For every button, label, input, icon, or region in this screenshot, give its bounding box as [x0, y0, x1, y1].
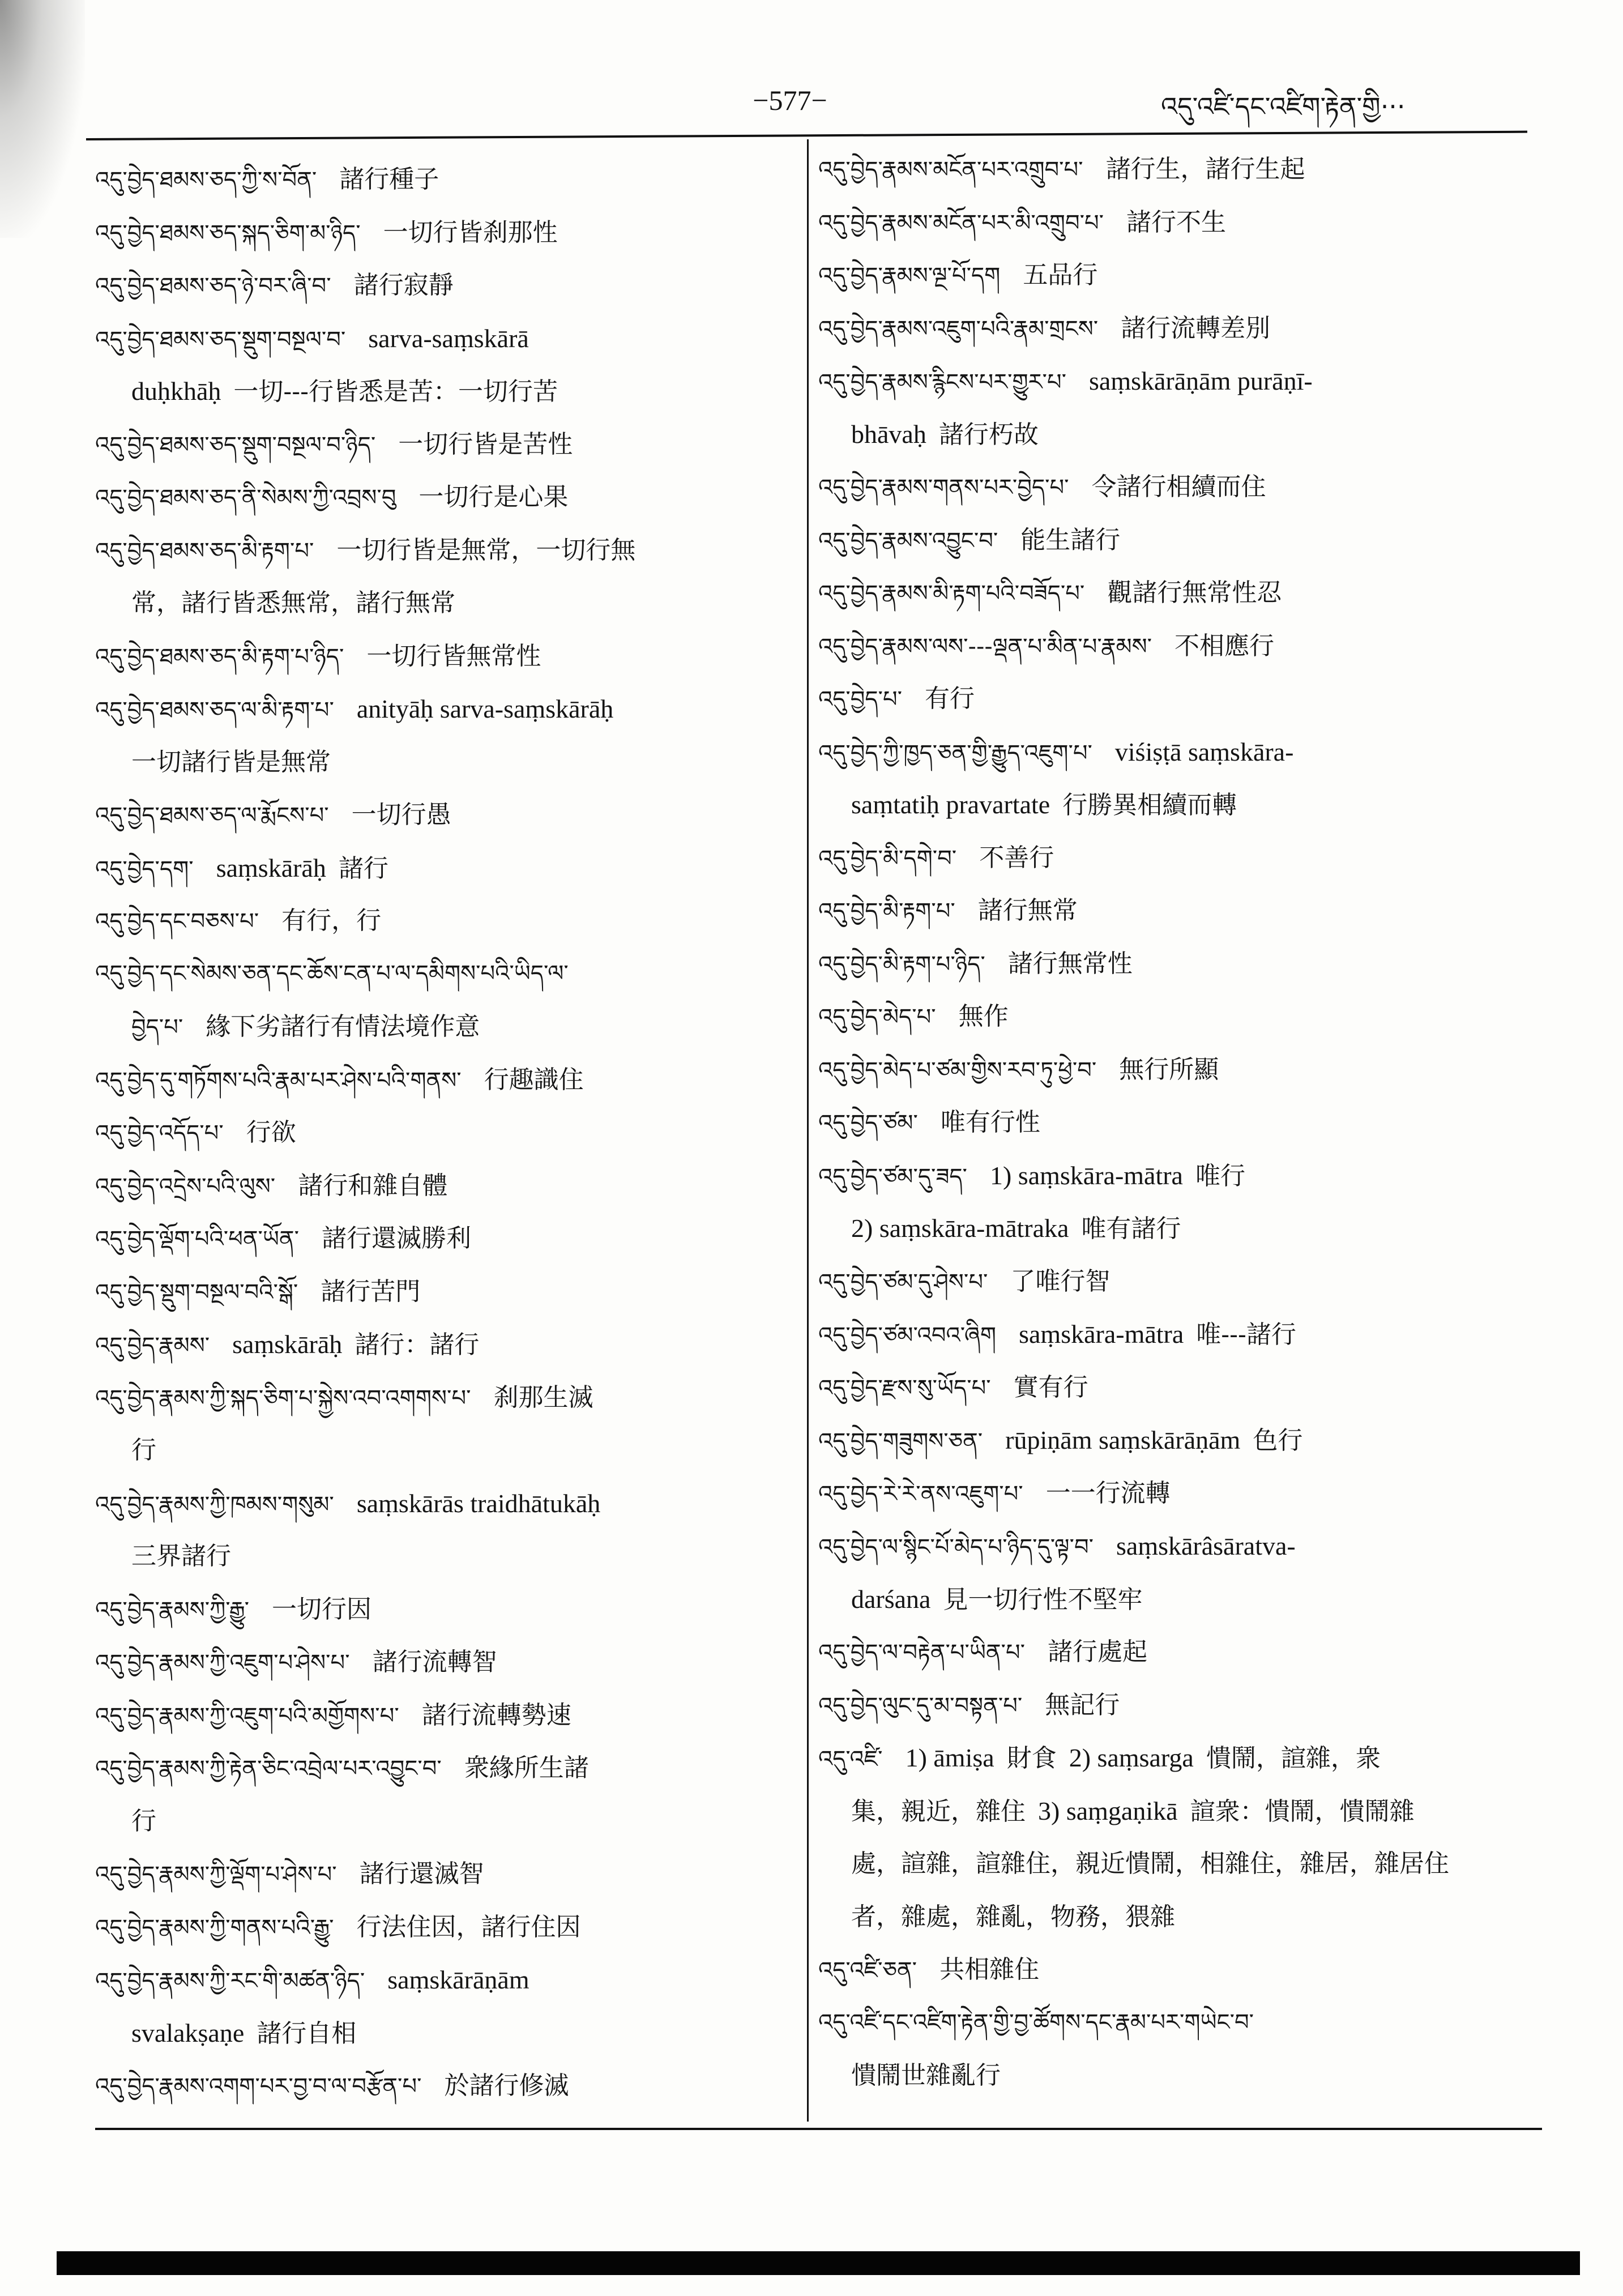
sanskrit-term: 2) saṃskāra-mātraka — [851, 1214, 1069, 1243]
tibetan-term: འདུ་བྱེད་མི་རྟག་པ་ཉིད་ — [818, 951, 985, 978]
tibetan-term: འདུ་བྱེད་ཐམས་ཅད་ལ་མི་རྟག་པ་ — [95, 697, 334, 723]
entry-first-line — [818, 990, 1529, 1043]
dictionary-entry — [818, 460, 1529, 514]
tibetan-term: བྱེད་པ་ — [131, 1014, 183, 1040]
tibetan-term: འདུ་བྱེད་མེད་པ་ཙམ་གྱིས་རབ་ཏུ་ཕྱེ་བ་ — [818, 1057, 1097, 1083]
dictionary-entry — [95, 894, 798, 948]
chinese-gloss: 憒鬧，諠雜，衆 — [1206, 1744, 1381, 1773]
dictionary-entry — [95, 312, 798, 418]
dictionary-entry — [95, 948, 798, 1053]
tibetan-term: འདུ་བྱེད་དག་ — [95, 856, 194, 882]
tibetan-term: འདུ་འཛི་ཅན་ — [818, 1957, 917, 1983]
dictionary-entry — [818, 1943, 1529, 1996]
chinese-gloss: 衆緣所生諸 — [464, 1753, 589, 1782]
dictionary-entry — [95, 1847, 798, 1901]
entry-continuation-line — [95, 577, 798, 630]
dictionary-entry — [818, 355, 1529, 460]
tibetan-term: འདུ་བྱེད་ལུང་དུ་མ་བསྟན་པ་ — [818, 1692, 1023, 1719]
chinese-gloss: 諸行 — [338, 853, 388, 883]
tibetan-term: འདུ་བྱེད་ཀྱི་ཁྱད་ཅན་གྱི་རྒྱུད་འཇུག་པ་ — [818, 740, 1092, 766]
dictionary-entry — [818, 1467, 1529, 1520]
dictionary-entry — [818, 1308, 1529, 1361]
entry-first-line — [818, 355, 1529, 408]
entry-first-line — [818, 1096, 1529, 1149]
tibetan-term: འདུ་བྱེད་ཐམས་ཅད་སྐད་ཅིག་མ་ཉིད་ — [95, 220, 361, 246]
scan-bottom-bar — [57, 2251, 1580, 2275]
entry-first-line — [95, 630, 798, 683]
chinese-gloss: 刹那生滅 — [493, 1382, 593, 1412]
tibetan-term: འདུ་བྱེད་མི་དགེ་བ་ — [818, 845, 957, 872]
chinese-gloss: 諸行流轉勢速 — [421, 1700, 571, 1730]
tibetan-term: འདུ་བྱེད་རྣམས་ཀྱི་རང་གི་མཚན་ཉིད་ — [95, 1968, 365, 1994]
tibetan-term: འདུ་བྱེད་དུ་གཏོགས་པའི་རྣམ་པར་ཤེས་པའི་གནས་ — [95, 1067, 462, 1094]
tibetan-term: འདུ་བྱེད་རྣམས་ལྔ་པོ་དག — [818, 263, 1001, 289]
entry-first-line — [95, 2059, 798, 2113]
tibetan-term: འདུ་བྱེད་ཐམས་ཅད་སྡུག་བསྔལ་བ་ — [95, 326, 346, 353]
dictionary-entry — [95, 206, 798, 259]
chinese-gloss: 諸行朽故 — [938, 420, 1039, 449]
chinese-gloss: 能生諸行 — [1020, 525, 1121, 554]
chinese-gloss: 有行，行 — [281, 906, 382, 935]
dictionary-entry — [818, 1043, 1529, 1096]
sanskrit-term: 3) saṃgaṇikā — [1038, 1796, 1178, 1825]
dictionary-entry — [95, 1371, 798, 1477]
chinese-gloss: 諸行流轉差別 — [1121, 313, 1271, 343]
chinese-gloss: 諸行無常 — [977, 896, 1078, 925]
tibetan-term: འདུ་བྱེད་ཙམ་འབའ་ཞིག — [818, 1322, 997, 1348]
chinese-gloss: 唯---諸行 — [1196, 1320, 1296, 1349]
dictionary-entry — [95, 259, 798, 312]
dictionary-entry — [818, 831, 1529, 885]
chinese-gloss: 無記行 — [1045, 1690, 1120, 1719]
tibetan-term: འདུ་བྱེད་འདྲེས་པའི་ལུས་ — [95, 1173, 276, 1200]
dictionary-entry — [818, 725, 1529, 831]
dictionary-entry — [95, 524, 798, 630]
tibetan-term: འདུ་བྱེད་རྣམས་ཀྱི་སྐད་ཅིག་པ་སྐྱེས་འབ་འགགས་པ་ — [95, 1385, 471, 1411]
dictionary-entry — [95, 153, 798, 206]
entry-first-line — [818, 1255, 1529, 1308]
sanskrit-term: saṃskārāḥ — [216, 853, 326, 882]
tibetan-term: འདུ་བྱེད་རྣམས་འགག་པར་བྱ་བ་ལ་བརྩོན་པ་ — [95, 2073, 422, 2099]
sanskrit-term: saṃskāra-mātra — [1019, 1320, 1184, 1348]
entry-first-line — [95, 153, 798, 206]
sanskrit-term: saṃskārâsāratva- — [1116, 1531, 1296, 1560]
dictionary-entry — [95, 1053, 798, 1107]
entry-first-line — [95, 1318, 798, 1371]
tibetan-term: འདུ་བྱེད་པ་ — [818, 686, 902, 712]
dictionary-entry — [818, 1520, 1529, 1625]
entry-first-line — [95, 842, 798, 895]
chinese-gloss: 諸行寂靜 — [353, 271, 454, 300]
tibetan-term: འདུ་བྱེད་རྣམས་འབྱུང་བ་ — [818, 527, 998, 554]
chinese-gloss: 一切行是心果 — [418, 483, 569, 511]
entry-continuation-line — [818, 1837, 1529, 1890]
dictionary-entry — [818, 1255, 1529, 1308]
dictionary-entry — [95, 682, 798, 788]
chinese-gloss: 無作 — [958, 1002, 1009, 1031]
scan-artifact — [0, 0, 85, 238]
chinese-gloss: 一切行因 — [272, 1594, 372, 1624]
left-column — [95, 153, 798, 2113]
tibetan-term: འདུ་བྱེད་ཐམས་ཅད་མི་རྟག་པ་ — [95, 537, 314, 564]
entry-continuation-line — [818, 1202, 1529, 1255]
dictionary-entry — [818, 1625, 1529, 1679]
chinese-gloss: 諸行苦門 — [321, 1277, 421, 1306]
entry-continuation-line — [95, 2007, 798, 2060]
chinese-gloss: 唯有行性 — [940, 1108, 1040, 1137]
entry-first-line — [95, 1583, 798, 1636]
tibetan-term: འདུ་འཛི་དང་འཛིག་རྟེན་གྱི་བྱ་ཚོགས་དང་རྣམ་པར་གཡེང་བ་ — [818, 2009, 1254, 2035]
chinese-gloss: 唯有諸行 — [1081, 1214, 1181, 1243]
chinese-gloss: 諸行流轉智 — [372, 1648, 497, 1676]
dictionary-entry — [818, 884, 1529, 937]
tibetan-term: འདུ་བྱེད་རྣམས་རྙིངས་པར་གྱུར་པ་ — [818, 369, 1066, 395]
chinese-gloss: 令諸行相續而住 — [1091, 472, 1266, 501]
chinese-gloss: 諸行無常性 — [1007, 949, 1133, 978]
entry-first-line — [818, 620, 1529, 673]
entry-first-line — [818, 1943, 1529, 1996]
dictionary-entry — [95, 1159, 798, 1213]
dictionary-entry — [818, 1731, 1529, 1943]
chinese-gloss: 諸行和雜自體 — [298, 1171, 448, 1200]
chinese-gloss: 者，雜處，雜亂，物務，猥雜 — [851, 1902, 1175, 1931]
tibetan-term: འདུ་བྱེད་དང་སེམས་ཅན་དང་ཆོས་ངན་པ་ལ་དམིགས་པའི་ཡིད་ལ་ — [95, 960, 569, 987]
entry-first-line — [95, 1053, 798, 1107]
chinese-gloss: 唯行 — [1195, 1161, 1245, 1190]
tibetan-term: འདུ་བྱེད་རྣམས་ཀྱི་གནས་པའི་རྒྱུ་ — [95, 1914, 334, 1941]
tibetan-term: འདུ་བྱེད་རྣམས་ — [95, 1333, 210, 1359]
chinese-gloss: 一切行愚 — [351, 800, 451, 829]
tibetan-term: འདུ་བྱེད་ཐམས་ཅད་ཀྱི་ས་བོན་ — [95, 167, 317, 193]
dictionary-entry — [95, 418, 798, 471]
entry-first-line — [95, 1901, 798, 1954]
tibetan-term: འདུ་བྱེད་རྣམས་མངོན་པར་འགྲུབ་པ་ — [818, 157, 1083, 183]
entry-first-line — [818, 1414, 1529, 1467]
entry-first-line — [95, 471, 798, 524]
chinese-gloss: 集，親近，雜住 — [851, 1796, 1026, 1826]
entry-first-line — [818, 1149, 1529, 1202]
chinese-gloss: 有行 — [925, 684, 975, 713]
entry-first-line — [818, 249, 1529, 302]
tibetan-term: འདུ་བྱེད་ཙམ་དུ་ཟད་ — [818, 1163, 967, 1190]
dictionary-entry — [95, 1583, 798, 1636]
chinese-gloss: 共相雜住 — [939, 1955, 1040, 1984]
entry-continuation-line — [95, 1530, 798, 1583]
dictionary-entry — [95, 1689, 798, 1742]
chinese-gloss: 諸行：諸行 — [355, 1330, 480, 1359]
sanskrit-term: bhāvaḥ — [851, 419, 926, 449]
tibetan-term: འདུ་བྱེད་མི་རྟག་པ་ — [818, 898, 955, 924]
dictionary-entry — [95, 1212, 798, 1265]
dictionary-entry — [818, 1361, 1529, 1414]
entry-first-line — [95, 894, 798, 948]
sanskrit-term: sarva-saṃskārā — [368, 323, 529, 353]
tibetan-term: འདུ་བྱེད་མེད་པ་ — [818, 1004, 936, 1030]
chinese-gloss: 諸行生，諸行生起 — [1105, 155, 1305, 183]
tibetan-term: འདུ་བྱེད་རེ་རེ་ནས་འཇུག་པ་ — [818, 1480, 1023, 1507]
tibetan-term: འདུ་བྱེད་རྫས་སུ་ཡོད་པ་ — [818, 1375, 991, 1401]
entry-continuation-line — [818, 778, 1529, 831]
dictionary-entry — [95, 1742, 798, 1847]
entry-first-line — [95, 1953, 798, 2007]
entry-first-line — [818, 1361, 1529, 1414]
tibetan-term: འདུ་བྱེད་རྣམས་ཀྱི་རྒྱུ་ — [95, 1597, 250, 1623]
entry-first-line — [818, 1731, 1529, 1785]
entry-first-line — [818, 1679, 1529, 1732]
entry-continuation-line — [95, 736, 798, 789]
chinese-gloss: 觀諸行無常性忍 — [1107, 578, 1282, 607]
entry-first-line — [95, 682, 798, 736]
chinese-gloss: 財食 — [1006, 1744, 1057, 1773]
dictionary-entry — [95, 630, 798, 683]
tibetan-term: འདུ་བྱེད་རྣམས་གནས་པར་བྱེད་པ་ — [818, 475, 1069, 501]
entry-first-line — [95, 312, 798, 365]
dictionary-entry — [818, 990, 1529, 1043]
tibetan-term: འདུ་བྱེད་རྣམས་ཀྱི་རྟེན་ཅིང་འབྲེལ་པར་འབྱུང་བ་ — [95, 1756, 442, 1782]
chinese-gloss: 處，諠雜，諠雜住，親近憒鬧，相雜住，雜居，雜居住 — [851, 1849, 1449, 1878]
chinese-gloss: 一切行皆是苦性 — [398, 429, 573, 459]
entry-first-line — [95, 1371, 798, 1424]
chinese-gloss: 了唯行智 — [1010, 1266, 1111, 1296]
entry-first-line — [818, 1467, 1529, 1520]
tibetan-term: འདུ་བྱེད་ཙམ་དུ་ཤེས་པ་ — [818, 1269, 988, 1295]
entry-first-line — [95, 1265, 798, 1318]
entry-first-line — [95, 524, 798, 577]
chinese-gloss: 行 — [131, 1436, 156, 1465]
dictionary-entry — [818, 937, 1529, 991]
dictionary-entry — [818, 1149, 1529, 1255]
entry-first-line — [818, 1308, 1529, 1361]
dictionary-entry — [95, 1106, 798, 1159]
chinese-gloss: 諸行種子 — [339, 165, 439, 194]
entry-first-line — [95, 418, 798, 471]
chinese-gloss: 不善行 — [979, 843, 1054, 872]
dictionary-entry — [95, 1318, 798, 1371]
entry-continuation-line — [818, 408, 1529, 461]
entry-first-line — [95, 1636, 798, 1689]
dictionary-entry — [818, 566, 1529, 620]
entry-continuation-line — [818, 2049, 1529, 2102]
entry-continuation-line — [95, 1424, 798, 1477]
chinese-gloss: 無行所顯 — [1119, 1055, 1219, 1084]
entry-first-line — [818, 302, 1529, 355]
sanskrit-term: svalakṣaṇe — [131, 2018, 245, 2047]
tibetan-term: འདུ་འཛི་ — [818, 1746, 883, 1772]
tibetan-term: འདུ་བྱེད་འདོད་པ་ — [95, 1120, 224, 1146]
sanskrit-term: 1) saṃskāra-mātra — [989, 1160, 1183, 1190]
entry-continuation-line — [95, 365, 798, 418]
sanskrit-term: saṃskārāḥ — [232, 1330, 343, 1359]
entry-first-line — [95, 1106, 798, 1159]
chinese-gloss: 常，諸行皆悉無常，諸行無常 — [131, 588, 455, 617]
entry-first-line — [818, 196, 1529, 249]
entry-first-line — [95, 206, 798, 259]
entry-first-line — [818, 143, 1529, 196]
footer-rule — [95, 2128, 1542, 2130]
chinese-gloss: 實有行 — [1013, 1372, 1088, 1402]
entry-first-line — [818, 937, 1529, 991]
dictionary-entry — [818, 620, 1529, 673]
dictionary-entry — [818, 514, 1529, 567]
entry-first-line — [95, 1159, 798, 1213]
tibetan-term: འདུ་བྱེད་རྣམས་འཇུག་པའི་རྣམ་གྲངས་ — [818, 315, 1099, 342]
chinese-gloss: 一切行皆無常性 — [366, 641, 541, 671]
entry-first-line — [818, 460, 1529, 514]
dictionary-entry — [818, 1679, 1529, 1732]
dictionary-entry — [818, 196, 1529, 249]
sanskrit-term: saṃskārās traidhātukāḥ — [356, 1488, 601, 1518]
tibetan-term: འདུ་བྱེད་རྣམས་ཀྱི་ལྡོག་པ་ཤེས་པ་ — [95, 1862, 337, 1888]
chinese-gloss: 不相應行 — [1174, 631, 1274, 660]
dictionary-entry — [95, 1265, 798, 1318]
sanskrit-term: 1) āmiṣa — [905, 1743, 994, 1772]
entry-first-line — [818, 725, 1529, 779]
entry-continuation-line — [95, 1795, 798, 1848]
entry-first-line — [95, 1742, 798, 1795]
chinese-gloss: 一一行流轉 — [1045, 1478, 1171, 1508]
dictionary-entry — [95, 2059, 798, 2113]
entry-first-line — [95, 788, 798, 842]
entry-first-line — [95, 948, 798, 1001]
tibetan-term: འདུ་བྱེད་སྡུག་བསྔལ་བའི་སྒོ་ — [95, 1279, 298, 1305]
sanskrit-term: duḥkhāḥ — [131, 377, 221, 406]
entry-first-line — [818, 1625, 1529, 1679]
chinese-gloss: 於諸行修滅 — [444, 2071, 569, 2100]
entry-first-line — [818, 1520, 1529, 1573]
tibetan-term: འདུ་བྱེད་ཐམས་ཅད་ལ་རྨོངས་པ་ — [95, 803, 329, 829]
tibetan-term: འདུ་བྱེད་ཐམས་ཅད་སྡུག་བསྔལ་བ་ཉིད་ — [95, 432, 376, 458]
chinese-gloss: 行 — [131, 1806, 156, 1836]
tibetan-term: འདུ་བྱེད་རྣམས་ལས་---ལྡན་པ་མིན་པ་རྣམས་ — [818, 633, 1152, 660]
dictionary-entry — [95, 1901, 798, 1954]
chinese-gloss: 一切行皆是無常，一切行無 — [336, 535, 636, 565]
entry-first-line — [818, 514, 1529, 567]
chinese-gloss: 一切行皆刹那性 — [383, 217, 558, 247]
entry-continuation-line — [818, 1890, 1529, 1944]
chinese-gloss: 一切諸行皆是無常 — [131, 747, 331, 776]
running-head: འདུ་འཛི་དང་འཛིག་རྟེན་གྱི··· — [1161, 91, 1406, 122]
tibetan-term: འདུ་བྱེད་ལ་བརྟེན་པ་ཡིན་པ་ — [818, 1640, 1025, 1666]
dictionary-entry — [818, 143, 1529, 196]
tibetan-term: འདུ་བྱེད་ལྡོག་པའི་ཕན་ཡོན་ — [95, 1226, 299, 1252]
tibetan-term: འདུ་བྱེད་ཐམས་ཅད་མི་རྟག་པ་ཉིད་ — [95, 643, 344, 670]
page-number: −577− — [753, 84, 827, 116]
dictionary-entry — [818, 249, 1529, 302]
entry-first-line — [818, 672, 1529, 725]
entry-continuation-line — [818, 1573, 1529, 1626]
chinese-gloss: 五品行 — [1023, 261, 1098, 289]
tibetan-term: འདུ་བྱེད་གཟུགས་ཅན་ — [818, 1428, 983, 1454]
entry-continuation-line — [95, 1000, 798, 1053]
entry-first-line — [818, 1043, 1529, 1096]
chinese-gloss: 諸行還滅智 — [359, 1859, 484, 1888]
chinese-gloss: 三界諸行 — [131, 1542, 231, 1571]
dictionary-entry — [95, 1953, 798, 2059]
sanskrit-term: 2) saṃsarga — [1069, 1743, 1194, 1772]
right-column — [818, 143, 1529, 2102]
sanskrit-term: saṃskārāṇām — [387, 1965, 529, 1994]
dictionary-entry — [818, 302, 1529, 355]
sanskrit-term: saṃtatiḥ pravartate — [851, 790, 1050, 819]
chinese-gloss: 諸行不生 — [1126, 207, 1227, 237]
sanskrit-term: saṃskārāṇām purāṇī- — [1089, 366, 1313, 395]
dictionary-entry — [818, 1996, 1529, 2102]
dictionary-entry — [818, 672, 1529, 725]
entry-first-line — [95, 259, 798, 312]
chinese-gloss: 諠衆：憒鬧，憒鬧雜 — [1190, 1796, 1415, 1826]
entry-first-line — [818, 831, 1529, 885]
dictionary-entry — [95, 1477, 798, 1583]
tibetan-term: འདུ་བྱེད་ཙམ་ — [818, 1110, 918, 1136]
chinese-gloss: 緣下劣諸行有情法境作意 — [206, 1012, 480, 1041]
chinese-gloss: 諸行還滅勝利 — [322, 1224, 471, 1253]
sanskrit-term: rūpiṇām saṃskārāṇām — [1005, 1426, 1241, 1454]
entry-first-line — [95, 1847, 798, 1901]
chinese-gloss: 行勝異相續而轉 — [1062, 791, 1237, 820]
tibetan-term: འདུ་བྱེད་ཐམས་ཅད་ནི་སེམས་ཀྱི་འབྲས་བུ — [95, 485, 396, 511]
entry-continuation-line — [818, 1785, 1529, 1838]
tibetan-term: འདུ་བྱེད་རྣམས་མངོན་པར་མི་འགྲུབ་པ་ — [818, 210, 1104, 236]
entry-first-line — [818, 1996, 1529, 2050]
chinese-gloss: 行趣識住 — [484, 1065, 584, 1094]
chinese-gloss: 色行 — [1253, 1426, 1303, 1455]
sanskrit-term: viśiṣṭā saṃskāra- — [1114, 737, 1294, 766]
tibetan-term: འདུ་བྱེད་ཐམས་ཅད་ཉེ་བར་ཞི་བ་ — [95, 273, 331, 299]
chinese-gloss: 行欲 — [246, 1118, 296, 1147]
column-divider — [807, 139, 809, 2122]
entry-first-line — [818, 566, 1529, 620]
tibetan-term: འདུ་བྱེད་རྣམས་ཀྱི་འཇུག་པ་ཤེས་པ་ — [95, 1650, 350, 1676]
dictionary-entry — [818, 1096, 1529, 1149]
entry-first-line — [95, 1477, 798, 1530]
chinese-gloss: 見一切行性不堅牢 — [943, 1585, 1143, 1614]
tibetan-term: འདུ་བྱེད་རྣམས་མི་རྟག་པའི་བཟོད་པ་ — [818, 581, 1085, 607]
chinese-gloss: 諸行自相 — [257, 2018, 357, 2048]
chinese-gloss: 憒鬧世雜亂行 — [851, 2061, 1001, 2090]
chinese-gloss: 一切---行皆悉是苦：一切行苦 — [233, 377, 558, 406]
entry-first-line — [95, 1212, 798, 1265]
sanskrit-term: darśana — [851, 1584, 931, 1614]
dictionary-entry — [95, 842, 798, 895]
tibetan-term: འདུ་བྱེད་རྣམས་ཀྱི་འཇུག་པའི་མགྱོགས་པ་ — [95, 1702, 399, 1729]
chinese-gloss: 行法住因，諸行住因 — [356, 1912, 581, 1941]
dictionary-entry — [818, 1414, 1529, 1467]
chinese-gloss: 諸行處起 — [1048, 1637, 1147, 1666]
tibetan-term: འདུ་བྱེད་རྣམས་ཀྱི་ཁམས་གསུམ་ — [95, 1491, 334, 1518]
entry-first-line — [95, 1689, 798, 1742]
dictionary-entry — [95, 1636, 798, 1689]
dictionary-entry — [95, 471, 798, 524]
sanskrit-term: anityāḥ sarva-saṃskārāḥ — [356, 694, 614, 723]
tibetan-term: འདུ་བྱེད་ལ་སྙིང་པོ་མེད་པ་ཉིད་དུ་ལྟ་བ་ — [818, 1534, 1094, 1560]
tibetan-term: འདུ་བྱེད་དང་བཅས་པ་ — [95, 908, 259, 934]
entry-first-line — [818, 884, 1529, 937]
dictionary-entry — [95, 788, 798, 842]
